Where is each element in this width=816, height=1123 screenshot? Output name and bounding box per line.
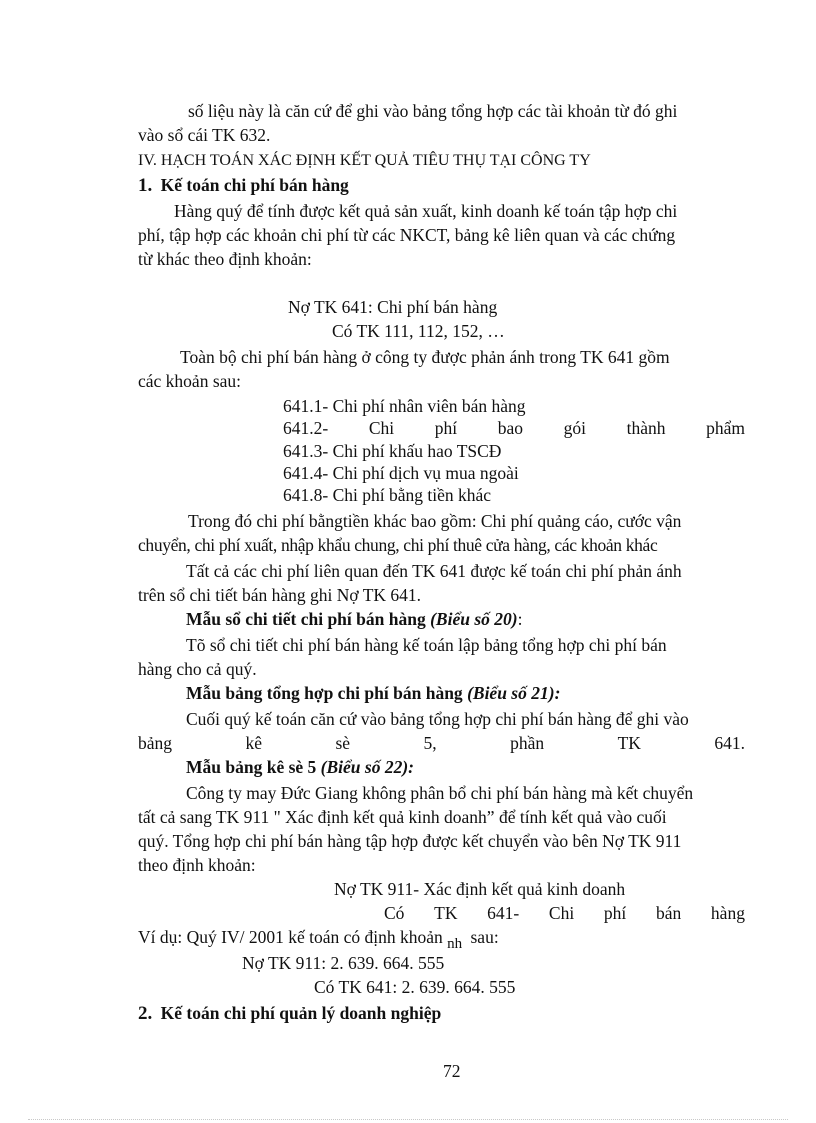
- section-heading: IV. HẠCH TOÁN XÁC ĐỊNH KẾT QUẢ TIÊU THỤ TẠI CÔNG TY: [138, 152, 591, 169]
- account-item: 641.4- Chi phí dịch vụ mua ngoài: [283, 463, 519, 483]
- heading-text: Kế toán chi phí bán hàng: [160, 175, 349, 195]
- text-line: Hàng quý để tính được kết quả sản xuất, kinh doanh kế toán tập hợp chi: [174, 201, 678, 221]
- journal-entry-credit: Có TK 641: 2. 639. 664. 555: [314, 977, 516, 997]
- account-item: 641.2- Chi phí bao gói thành phẩm: [283, 418, 745, 438]
- text-line: các khoản sau:: [138, 371, 242, 391]
- account-item: 641.8- Chi phí bằng tiền khác: [283, 485, 492, 505]
- form-reference: Mẫu sổ chi tiết chi phí bán hàng (Biểu số 20):: [186, 609, 523, 629]
- heading-number: 1.: [138, 175, 153, 196]
- journal-entry-debit: Nợ TK 911- Xác định kết quả kinh doanh: [334, 879, 626, 899]
- text-line: hàng cho cả quý.: [138, 659, 257, 679]
- text-line: chuyển, chi phí xuất, nhập khẩu chung, chi phí thuê cửa hàng, các khoản khác: [138, 535, 658, 555]
- form-reference: Mẫu bảng tổng hợp chi phí bán hàng (Biểu số 21):: [186, 683, 561, 703]
- journal-entry-debit: Nợ TK 641: Chi phí bán hàng: [288, 297, 498, 317]
- text-line: bảng kê sè 5, phần TK 641.: [138, 733, 745, 753]
- text-line: theo định khoản:: [138, 855, 256, 875]
- text-line: vào sổ cái TK 632.: [138, 125, 271, 145]
- text-line: Tõ sổ chi tiết chi phí bán hàng kế toán lập bảng tổng hợp chi phí bán: [186, 635, 667, 655]
- text-line: Tất cả các chi phí liên quan đến TK 641 được kế toán chi phí phản ánh: [186, 561, 682, 581]
- text-line: trên sổ chi tiết bán hàng ghi Nợ TK 641.: [138, 585, 422, 605]
- text-line: Cuối quý kế toán căn cứ vào bảng tổng hợp chi phí bán hàng để ghi vào: [186, 709, 689, 729]
- text-line: tất cả sang TK 911 " Xác định kết quả kinh doanh” để tính kết quả vào cuối: [138, 807, 667, 827]
- heading-number: 2.: [138, 1003, 153, 1024]
- heading-1: [138, 174, 349, 197]
- text-line: Toàn bộ chi phí bán hàng ở công ty được phản ánh trong TK 641 gồm: [180, 347, 670, 367]
- text-line: Trong đó chi phí bằngtiền khác bao gồm: Chi phí quảng cáo, cước vận: [188, 511, 682, 531]
- text-line: từ khác theo định khoản:: [138, 249, 312, 269]
- journal-entry-credit: Có TK 111, 112, 152, …: [332, 321, 505, 341]
- journal-entry-credit: Có TK 641- Chi phí bán hàng: [384, 903, 745, 923]
- heading-2: [138, 1002, 441, 1025]
- text-line: Công ty may Đức Giang không phân bổ chi phí bán hàng mà kết chuyển: [186, 783, 694, 803]
- footer-divider: [28, 1119, 788, 1120]
- form-reference: Mẫu bảng kê sè 5 (Biểu số 22):: [186, 757, 414, 777]
- page-number: 72: [443, 1061, 461, 1081]
- example-line: Ví dụ: Quý IV/ 2001 kế toán có định khoản nh sau:: [138, 927, 499, 952]
- journal-entry-debit: Nợ TK 911: 2. 639. 664. 555: [242, 953, 445, 973]
- text-line: phí, tập hợp các khoản chi phí từ các NKCT, bảng kê liên quan và các chứng: [138, 225, 676, 245]
- text-line: quý. Tổng hợp chi phí bán hàng tập hợp được kết chuyển vào bên Nợ TK 911: [138, 831, 682, 851]
- text-line: số liệu này là căn cứ để ghi vào bảng tổng hợp các tài khoản từ đó ghi: [188, 101, 678, 121]
- heading-text: Kế toán chi phí quản lý doanh nghiệp: [160, 1003, 442, 1023]
- account-item: 641.3- Chi phí khấu hao TSCĐ: [283, 441, 502, 461]
- account-item: 641.1- Chi phí nhân viên bán hàng: [283, 396, 526, 416]
